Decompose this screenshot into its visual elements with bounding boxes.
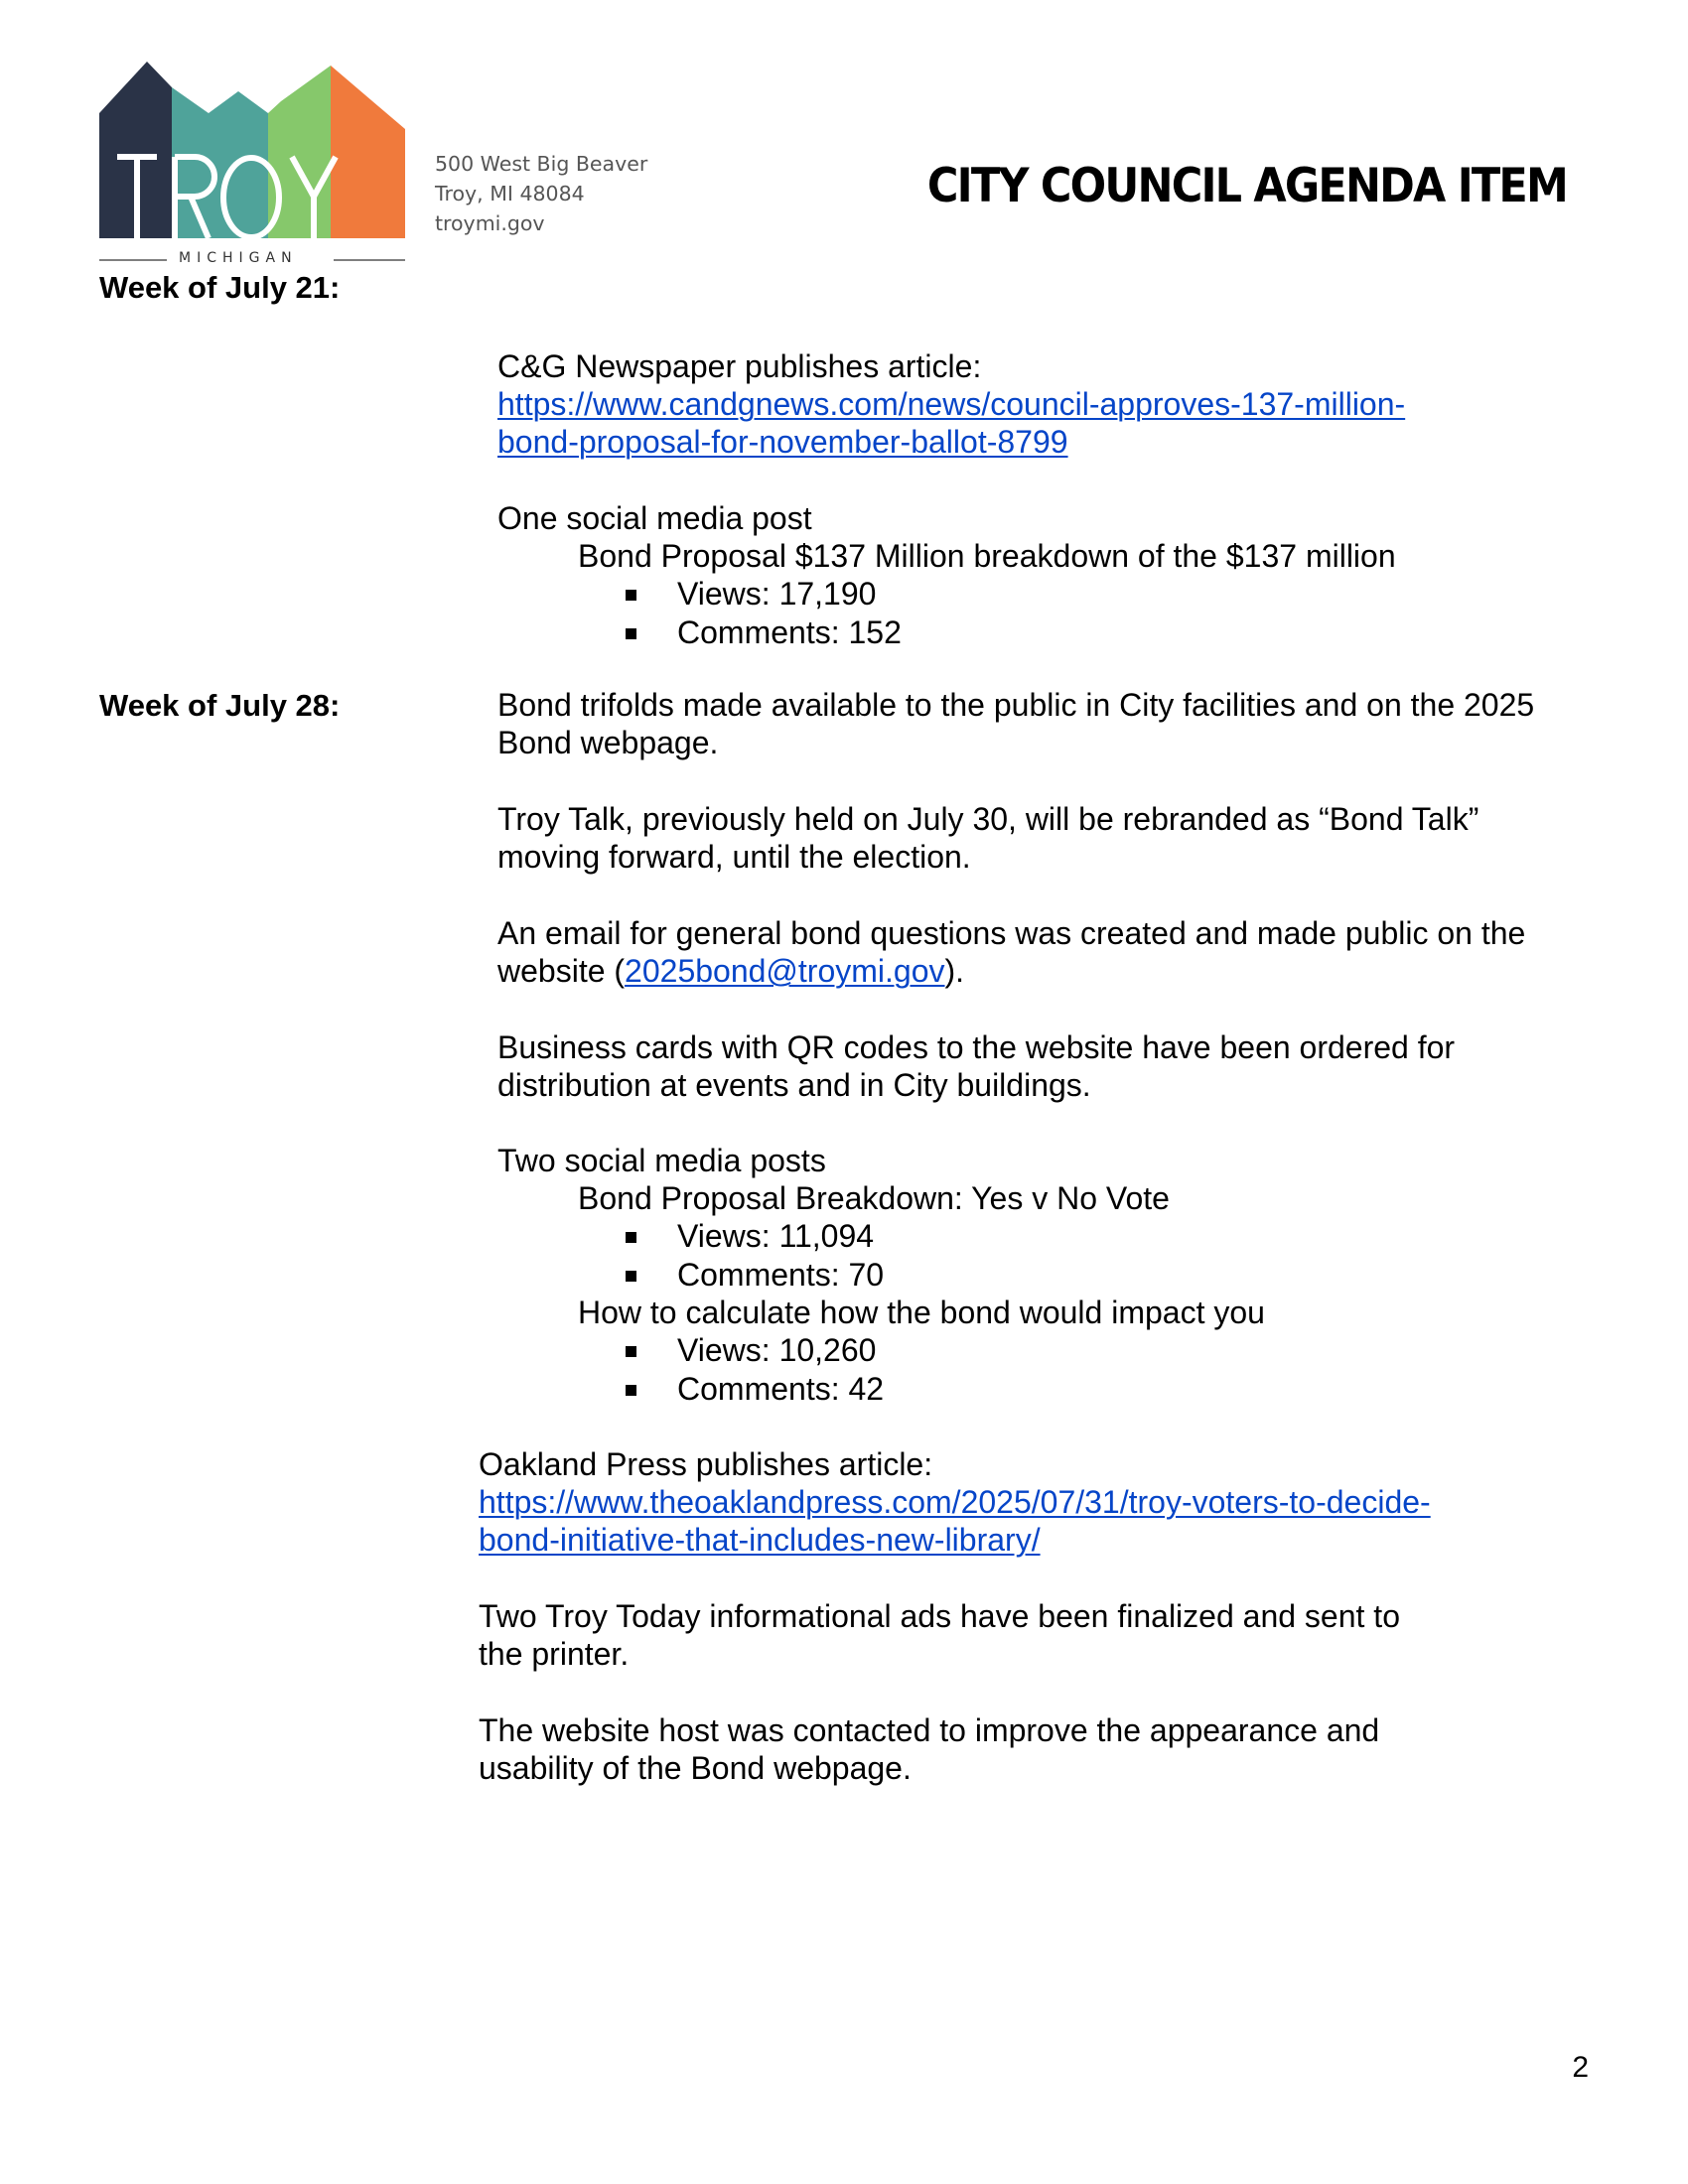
week-label-july-28: Week of July 28: bbox=[99, 688, 341, 723]
email-prefix: website ( bbox=[497, 953, 626, 989]
bullet-icon bbox=[626, 1271, 636, 1282]
news-intro: C&G Newspaper publishes article: bbox=[497, 348, 982, 384]
trifolds-line-1: Bond trifolds made available to the public in City facilities and on the 2025 bbox=[497, 687, 1535, 723]
oakland-press-link-line-2[interactable]: bond-initiative-that-includes-new-library/ bbox=[479, 1522, 1041, 1558]
post-title-calculate: How to calculate how the bond would impact you bbox=[578, 1295, 1265, 1330]
post-title-breakdown: Bond Proposal $137 Million breakdown of the $137 million bbox=[578, 538, 1396, 574]
troy-today-line-2: the printer. bbox=[479, 1636, 630, 1672]
post-title-yes-no: Bond Proposal Breakdown: Yes v No Vote bbox=[578, 1180, 1170, 1216]
post-comments: Comments: 70 bbox=[677, 1257, 885, 1293]
oakland-press-intro: Oakland Press publishes article: bbox=[479, 1446, 933, 1482]
website-text: troymi.gov bbox=[435, 211, 545, 235]
business-cards-line-2: distribution at events and in City buildings. bbox=[497, 1067, 1091, 1103]
oakland-press-link-line-1[interactable]: https://www.theoaklandpress.com/2025/07/31/troy-voters-to-decide- bbox=[479, 1484, 1431, 1520]
candgnews-link-line-2[interactable]: bond-proposal-for-november-ballot-8799 bbox=[497, 424, 1068, 460]
bullet-icon bbox=[626, 628, 636, 639]
bullet-icon bbox=[626, 1385, 636, 1396]
post-views: Views: 17,190 bbox=[677, 576, 877, 612]
week-label-july-21: Week of July 21: bbox=[99, 270, 341, 305]
website-host-line-1: The website host was contacted to improve the appearance and bbox=[479, 1712, 1380, 1748]
website-host-line-2: usability of the Bond webpage. bbox=[479, 1750, 912, 1786]
troy-talk-line-2: moving forward, until the election. bbox=[497, 839, 971, 875]
bond-email-link[interactable]: 2025bond@troymi.gov bbox=[625, 953, 945, 989]
logo-michigan: MICHIGAN bbox=[179, 250, 298, 266]
email-line-1: An email for general bond questions was created and made public on the bbox=[497, 915, 1526, 951]
page-number: 2 bbox=[1572, 2051, 1589, 2084]
business-cards-line-1: Business cards with QR codes to the website have been ordered for bbox=[497, 1029, 1456, 1065]
post-comments: Comments: 152 bbox=[677, 614, 902, 650]
bullet-icon bbox=[626, 1232, 636, 1243]
social-intro-week1: One social media post bbox=[497, 500, 812, 536]
address-line-1: 500 West Big Beaver bbox=[435, 152, 648, 176]
email-suffix: ). bbox=[944, 953, 965, 989]
bullet-icon bbox=[626, 590, 636, 601]
post-comments: Comments: 42 bbox=[677, 1371, 885, 1407]
troy-talk-line-1: Troy Talk, previously held on July 30, will be rebranded as “Bond Talk” bbox=[497, 801, 1479, 837]
trifolds-line-2: Bond webpage. bbox=[497, 725, 719, 760]
candgnews-link-line-1[interactable]: https://www.candgnews.com/news/council-approves-137-million- bbox=[497, 386, 1406, 422]
email-line-2 bbox=[497, 952, 964, 991]
social-intro-week2: Two social media posts bbox=[497, 1143, 826, 1178]
troy-today-line-1: Two Troy Today informational ads have been finalized and sent to bbox=[479, 1598, 1400, 1634]
troy-logo bbox=[97, 56, 415, 274]
post-views: Views: 10,260 bbox=[677, 1332, 877, 1368]
bullet-icon bbox=[626, 1346, 636, 1357]
address-block bbox=[435, 149, 647, 238]
address-line-2: Troy, MI 48084 bbox=[435, 182, 585, 205]
document-title: CITY COUNCIL AGENDA ITEM bbox=[926, 159, 1567, 213]
post-views: Views: 11,094 bbox=[677, 1218, 875, 1254]
